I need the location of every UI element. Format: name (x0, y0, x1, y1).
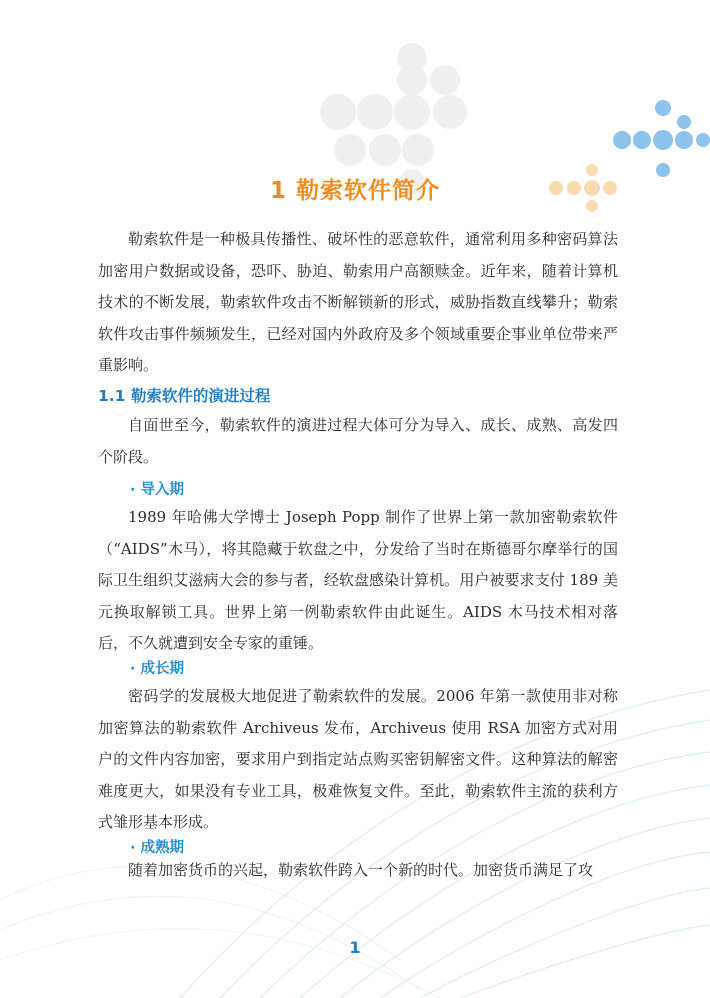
chapter-intro-paragraph: 勒索软件是一种极具传播性、破坏性的恶意软件，通常利用多种密码算法加密用户数据或设备，恐吓、胁迫、勒索用户高额赎金。近年来，随着计算机技术的不断发展，勒索软件攻击不断解锁新的形式，威胁指数直线攀升；勒索软件攻击事件频频发生，已经对国内外政府及多个领域重要企事业单位带来严重影响。 (98, 230, 618, 374)
section-heading: 1.1 勒索软件的演进过程 (98, 387, 271, 405)
chapter-title: 1 勒索软件简介 (269, 178, 440, 204)
section-intro-paragraph: 自面世至今，勒索软件的演进过程大体可分为导入、成长、成熟、高发四个阶段。 (98, 416, 618, 466)
stage-paragraph-maturity: 随着加密货币的兴起，勒索软件跨入一个新的时代。加密货币满足了攻 (128, 861, 594, 879)
stage-heading-introduction: · 导入期 (130, 482, 185, 498)
stage-heading-growth: · 成长期 (130, 661, 185, 677)
stage-heading-maturity: · 成熟期 (130, 840, 185, 856)
stage-paragraph-introduction: 1989 年哈佛大学博士 Joseph Popp 制作了世界上第一款加密勒索软件（“AIDS”木马），将其隐藏于软盘之中，分发给了当时在斯德哥尔摩举行的国际卫生组织艾滋病大会的参与者，经软盘感染计算机。用户被要求支付 189 美元换取解锁工具。世界上第一例勒索软件由此诞生。AIDS 木马技术相对落后，不久就遭到安全专家的重锤。 (98, 508, 618, 652)
stage-paragraph-growth: 密码学的发展极大地促进了勒索软件的发展。2006 年第一款使用非对称加密算法的勒索软件 Archiveus 发布，Archiveus 使用 RSA 加密方式对用户的文件内容加密，要求用户到指定站点购买密钥解密文件。这种算法的解密难度更大，如果没有专业工具，极难恢复文件。至此，勒索软件主流的获利方式雏形基本形成。 (98, 687, 618, 831)
page-number: 1 (349, 938, 361, 957)
